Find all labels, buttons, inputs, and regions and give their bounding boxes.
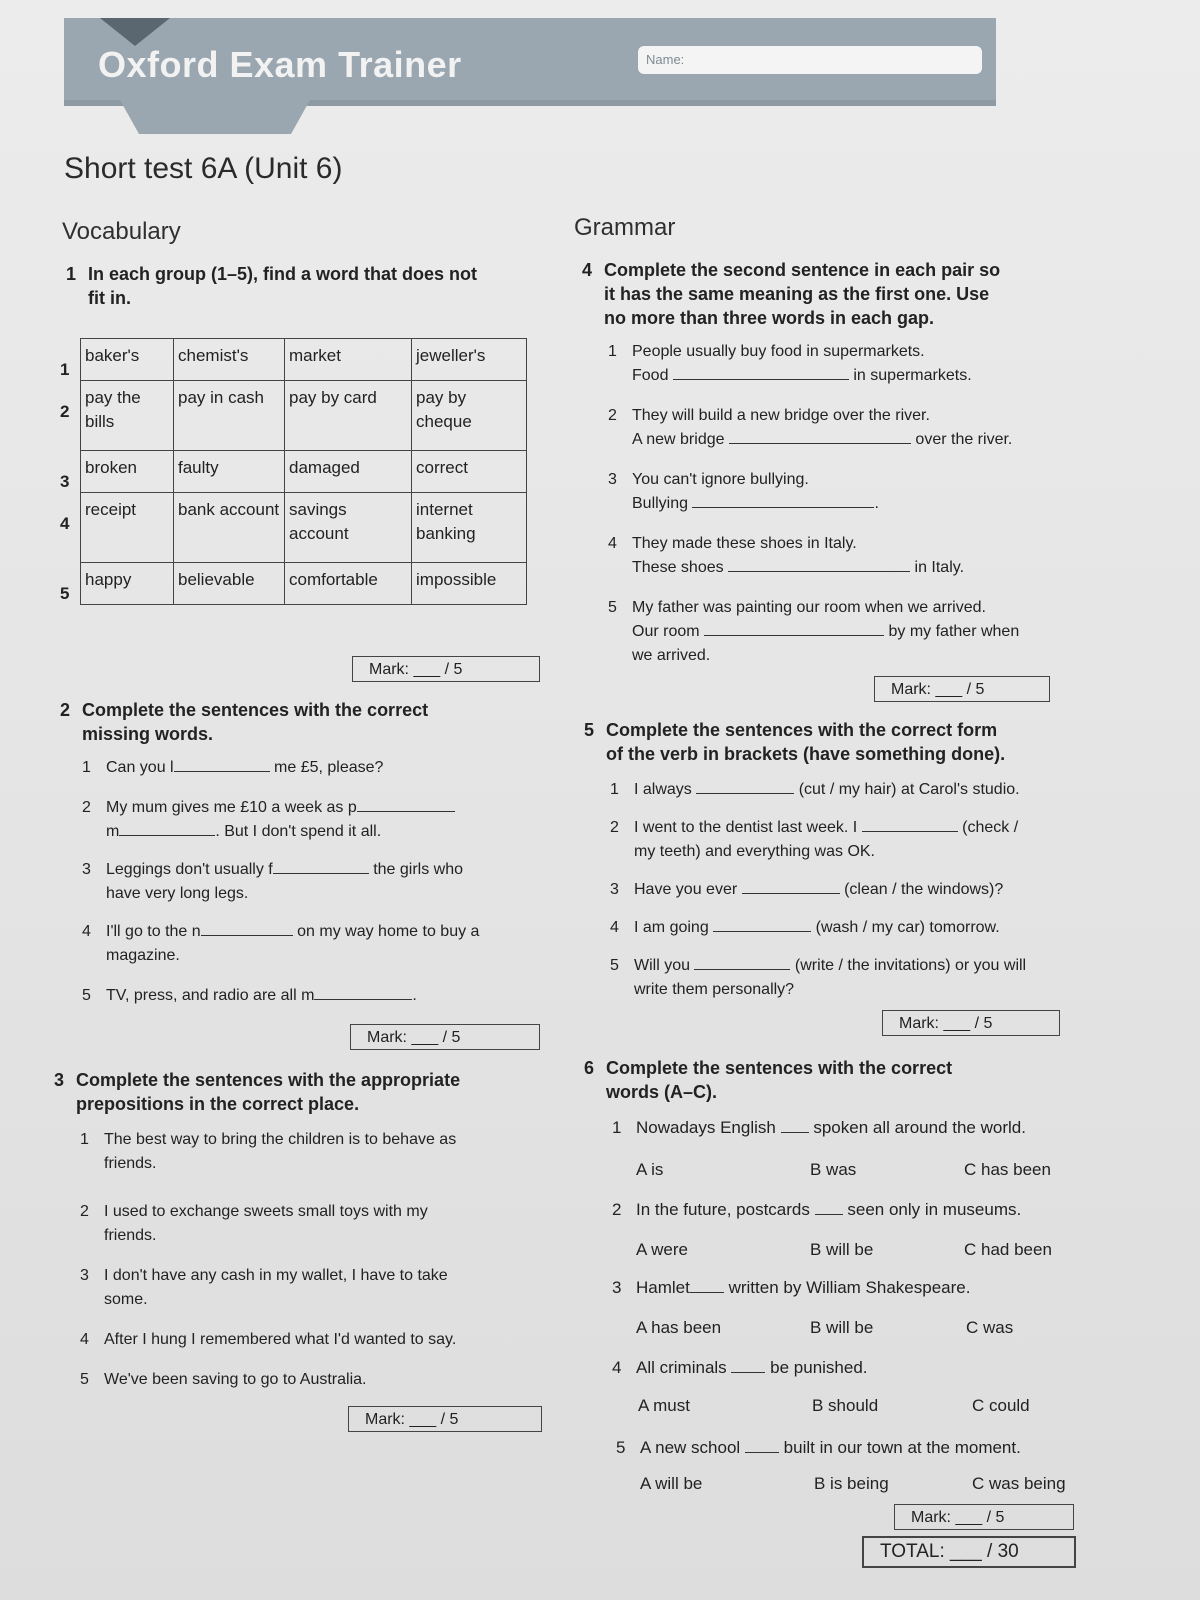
instruction-line: Complete the sentences with the correct bbox=[82, 700, 429, 720]
item-text: My mum gives me £10 a week as p bbox=[106, 799, 357, 816]
exercise-item bbox=[608, 596, 1112, 668]
item-text: on my way home to buy a bbox=[297, 923, 480, 940]
item-number: 2 bbox=[82, 799, 91, 816]
page-title: Short test 6A (Unit 6) bbox=[64, 152, 343, 185]
answer-gap[interactable] bbox=[713, 917, 811, 932]
exercise-item bbox=[608, 404, 1102, 452]
option-b[interactable]: B was bbox=[810, 1160, 857, 1179]
item-text: The best way to bring the children is to behave as bbox=[104, 1131, 457, 1148]
question-number: 4 bbox=[582, 260, 593, 280]
item-text: . bbox=[874, 495, 879, 512]
item-text: We've been saving to go to Australia. bbox=[104, 1371, 367, 1388]
header-title: Oxford Exam Trainer bbox=[98, 44, 462, 85]
item-text: in Italy. bbox=[914, 559, 965, 576]
item-text: by my father when bbox=[888, 623, 1020, 640]
answer-gap[interactable] bbox=[742, 879, 840, 894]
option-c[interactable]: C was bbox=[966, 1318, 1014, 1337]
instruction-line: it has the same meaning as the first one. Use bbox=[604, 284, 990, 304]
item-number: 5 bbox=[80, 1371, 89, 1388]
word-cell[interactable]: receipt bbox=[81, 493, 174, 563]
item-number: 2 bbox=[610, 819, 619, 836]
option-c[interactable]: C was being bbox=[972, 1474, 1066, 1493]
exercise-item bbox=[80, 1200, 564, 1248]
instruction-line: of the verb in brackets (have something done). bbox=[606, 744, 1006, 764]
option-b[interactable]: B will be bbox=[810, 1240, 874, 1259]
mark-box-q5: Mark: ___ / 5 bbox=[882, 1010, 1060, 1036]
exercise-item bbox=[608, 340, 1102, 388]
item-text: in supermarkets. bbox=[853, 367, 972, 384]
name-label: Name: bbox=[646, 52, 685, 67]
item-number: 1 bbox=[82, 759, 91, 776]
item-text: Have you ever bbox=[634, 881, 738, 898]
word-cell[interactable]: chemist's bbox=[174, 339, 285, 381]
exercise-item bbox=[80, 1128, 564, 1176]
question-3-instruction bbox=[54, 1068, 556, 1116]
item-number: 1 bbox=[612, 1118, 622, 1137]
item-text: People usually buy food in supermarkets. bbox=[632, 343, 925, 360]
item-text: . But I don't spend it all. bbox=[215, 823, 382, 840]
item-number: 5 bbox=[608, 599, 617, 616]
question-5-instruction bbox=[584, 718, 1106, 766]
item-text: I always bbox=[634, 781, 692, 798]
item-text: built in our town at the moment. bbox=[783, 1438, 1021, 1457]
mark-box-q4: Mark: ___ / 5 bbox=[874, 676, 1050, 702]
exercise-item bbox=[610, 778, 1104, 802]
mark-box-q6: Mark: ___ / 5 bbox=[894, 1504, 1074, 1530]
answer-gap[interactable] bbox=[694, 955, 790, 970]
group-number: 4 bbox=[60, 514, 70, 533]
word-cell[interactable]: pay the bills bbox=[81, 381, 174, 451]
answer-gap[interactable] bbox=[273, 859, 369, 874]
option-a[interactable]: A has been bbox=[636, 1318, 722, 1337]
exercise-item bbox=[610, 816, 1104, 864]
item-number: 1 bbox=[80, 1131, 89, 1148]
word-cell[interactable]: savings account bbox=[285, 493, 412, 563]
option-a[interactable]: A is bbox=[636, 1160, 664, 1179]
item-text: Hamlet bbox=[636, 1278, 690, 1297]
item-number: 3 bbox=[82, 861, 91, 878]
item-number: 5 bbox=[616, 1438, 626, 1457]
item-text: A new school bbox=[640, 1438, 741, 1457]
item-text: Food bbox=[632, 367, 669, 384]
exercise-item bbox=[616, 1436, 1110, 1460]
answer-gap[interactable] bbox=[728, 557, 910, 572]
instruction-line: words (A–C). bbox=[606, 1082, 718, 1102]
word-cell[interactable]: damaged bbox=[285, 451, 412, 493]
group-number: 1 bbox=[60, 360, 70, 379]
item-text: They will build a new bridge over the river. bbox=[632, 407, 930, 424]
question-6-instruction bbox=[584, 1056, 1106, 1104]
answer-gap[interactable] bbox=[781, 1118, 809, 1133]
item-text: Leggings don't usually f bbox=[106, 861, 273, 878]
item-text: These shoes bbox=[632, 559, 724, 576]
answer-gap[interactable] bbox=[696, 779, 794, 794]
word-cell[interactable]: bank account bbox=[174, 493, 285, 563]
question-4-instruction bbox=[582, 258, 1104, 330]
item-text: be punished. bbox=[770, 1358, 868, 1377]
option-a[interactable]: A were bbox=[636, 1240, 688, 1259]
word-cell[interactable]: broken bbox=[81, 451, 174, 493]
item-number: 3 bbox=[608, 471, 617, 488]
answer-gap[interactable] bbox=[357, 797, 455, 812]
item-text: I am going bbox=[634, 919, 709, 936]
exercise-item bbox=[82, 756, 384, 780]
question-1-instruction bbox=[66, 262, 548, 310]
exercise-item bbox=[80, 1264, 564, 1312]
answer-gap[interactable] bbox=[690, 1278, 724, 1293]
item-text: (wash / my car) tomorrow. bbox=[815, 919, 1000, 936]
name-field[interactable] bbox=[638, 46, 982, 74]
exercise-item bbox=[82, 984, 417, 1008]
exercise-item bbox=[608, 532, 1102, 580]
item-text: m bbox=[106, 823, 120, 840]
table-row bbox=[81, 563, 527, 605]
exercise-item bbox=[610, 878, 1104, 902]
item-text: over the river. bbox=[915, 431, 1013, 448]
instruction-line: missing words. bbox=[82, 724, 214, 744]
item-text: I'll go to the n bbox=[106, 923, 201, 940]
word-cell[interactable]: comfortable bbox=[285, 563, 412, 605]
exercise-item-continued: magazine. bbox=[106, 947, 180, 964]
instruction-line: In each group (1–5), find a word that does not bbox=[88, 264, 478, 284]
exercise-item bbox=[612, 1198, 1106, 1222]
option-a[interactable]: A will be bbox=[640, 1474, 703, 1493]
question-2-instruction bbox=[60, 698, 542, 746]
item-number: 4 bbox=[608, 535, 617, 552]
item-number: 1 bbox=[610, 781, 619, 798]
item-text: All criminals bbox=[636, 1358, 727, 1377]
exercise-item bbox=[612, 1356, 1106, 1380]
table-row bbox=[81, 339, 527, 381]
mark-box-q3: Mark: ___ / 5 bbox=[348, 1406, 542, 1432]
answer-gap[interactable] bbox=[314, 985, 412, 1000]
item-text: (check / bbox=[962, 819, 1019, 836]
exercise-item-continued bbox=[106, 820, 381, 844]
answer-gap[interactable] bbox=[815, 1200, 843, 1215]
answer-gap[interactable] bbox=[692, 493, 874, 508]
exercise-item bbox=[610, 916, 1104, 940]
item-text: seen only in museums. bbox=[847, 1200, 1022, 1219]
answer-gap[interactable] bbox=[201, 921, 293, 936]
option-b[interactable]: B will be bbox=[810, 1318, 874, 1337]
answer-gap[interactable] bbox=[862, 817, 958, 832]
option-b[interactable]: B should bbox=[812, 1396, 879, 1415]
item-text: Nowadays English bbox=[636, 1118, 776, 1137]
option-a[interactable]: A must bbox=[638, 1396, 690, 1415]
answer-gap[interactable] bbox=[745, 1438, 779, 1453]
group-number: 3 bbox=[60, 472, 70, 491]
answer-gap[interactable] bbox=[673, 365, 849, 380]
instruction-line: no more than three words in each gap. bbox=[604, 308, 935, 328]
item-text: After I hung I remembered what I'd wanted to say. bbox=[104, 1331, 457, 1348]
word-cell[interactable]: jeweller's bbox=[412, 339, 527, 381]
option-b[interactable]: B is being bbox=[814, 1474, 889, 1493]
item-number: 3 bbox=[80, 1267, 89, 1284]
item-text: we arrived. bbox=[632, 647, 711, 664]
question-number: 6 bbox=[584, 1058, 595, 1078]
item-number: 4 bbox=[80, 1331, 89, 1348]
banner-triangle-decoration bbox=[100, 18, 170, 46]
item-text: the girls who bbox=[373, 861, 464, 878]
exercise-item bbox=[612, 1116, 1106, 1140]
exercise-item bbox=[612, 1276, 1106, 1300]
item-text: some. bbox=[104, 1291, 148, 1308]
exercise-item-continued: have very long legs. bbox=[106, 885, 249, 902]
item-text: written by William Shakespeare. bbox=[728, 1278, 971, 1297]
word-cell[interactable]: baker's bbox=[81, 339, 174, 381]
question-number: 5 bbox=[584, 720, 595, 740]
answer-gap[interactable] bbox=[119, 821, 215, 836]
item-number: 3 bbox=[610, 881, 619, 898]
group-number: 2 bbox=[60, 402, 70, 421]
word-cell[interactable]: believable bbox=[174, 563, 285, 605]
item-text: TV, press, and radio are all m bbox=[106, 987, 315, 1004]
item-text: You can't ignore bullying. bbox=[632, 471, 809, 488]
item-number: 5 bbox=[82, 987, 91, 1004]
item-text: A new bridge bbox=[632, 431, 725, 448]
exercise-item bbox=[610, 954, 1114, 1002]
table-row bbox=[81, 451, 527, 493]
item-text: Bullying bbox=[632, 495, 689, 512]
answer-gap[interactable] bbox=[731, 1358, 765, 1373]
answer-gap[interactable] bbox=[704, 621, 884, 636]
option-c[interactable]: C has been bbox=[964, 1160, 1051, 1179]
total-score-box: TOTAL: ___ / 30 bbox=[862, 1536, 1076, 1568]
item-number: 2 bbox=[80, 1203, 89, 1220]
group-number: 5 bbox=[60, 584, 70, 603]
grammar-heading: Grammar bbox=[574, 214, 676, 241]
answer-gap[interactable] bbox=[729, 429, 911, 444]
item-text: Will you bbox=[634, 957, 691, 974]
item-number: 4 bbox=[610, 919, 619, 936]
table-row bbox=[81, 381, 527, 451]
exercise-item bbox=[80, 1328, 564, 1352]
exercise-item bbox=[608, 468, 1102, 516]
word-cell[interactable]: internet banking bbox=[412, 493, 527, 563]
exercise-item bbox=[82, 858, 464, 882]
item-number: 1 bbox=[608, 343, 617, 360]
item-text: I went to the dentist last week. I bbox=[634, 819, 858, 836]
item-number: 4 bbox=[612, 1358, 622, 1377]
item-text: Can you l bbox=[106, 759, 174, 776]
item-text: I don't have any cash in my wallet, I have to take bbox=[104, 1267, 448, 1284]
exercise-item bbox=[82, 920, 480, 944]
item-text: I used to exchange sweets small toys with my bbox=[104, 1203, 428, 1220]
word-cell[interactable]: pay in cash bbox=[174, 381, 285, 451]
vocabulary-heading: Vocabulary bbox=[62, 218, 181, 245]
word-cell[interactable]: faulty bbox=[174, 451, 285, 493]
exercise-item bbox=[80, 1368, 564, 1392]
word-cell[interactable]: market bbox=[285, 339, 412, 381]
item-text: write them personally? bbox=[634, 981, 795, 998]
table-row bbox=[81, 493, 527, 563]
word-cell[interactable]: happy bbox=[81, 563, 174, 605]
question-number: 3 bbox=[54, 1070, 65, 1090]
item-text: (write / the invitations) or you will bbox=[794, 957, 1027, 974]
item-number: 2 bbox=[608, 407, 617, 424]
instruction-line: Complete the second sentence in each pair so bbox=[604, 260, 1001, 280]
item-text: . bbox=[412, 987, 417, 1004]
option-c[interactable]: C could bbox=[972, 1396, 1030, 1415]
banner-tab bbox=[120, 100, 310, 134]
word-cell[interactable]: pay by cheque bbox=[412, 381, 527, 451]
item-text: my teeth) and everything was OK. bbox=[634, 843, 875, 860]
item-number: 2 bbox=[612, 1200, 622, 1219]
instruction-line: Complete the sentences with the correct bbox=[606, 1058, 953, 1078]
word-cell[interactable]: pay by card bbox=[285, 381, 412, 451]
vocabulary-groups-table bbox=[80, 338, 527, 605]
item-number: 3 bbox=[612, 1278, 622, 1297]
instruction-line: fit in. bbox=[88, 288, 131, 308]
item-number: 5 bbox=[610, 957, 619, 974]
item-text: friends. bbox=[104, 1227, 157, 1244]
instruction-line: Complete the sentences with the appropriate bbox=[76, 1070, 461, 1090]
exercise-item bbox=[82, 796, 455, 820]
word-cell[interactable]: impossible bbox=[412, 563, 527, 605]
mark-box-q2: Mark: ___ / 5 bbox=[350, 1024, 540, 1050]
question-number: 1 bbox=[66, 264, 77, 284]
question-number: 2 bbox=[60, 700, 71, 720]
item-text: spoken all around the world. bbox=[813, 1118, 1026, 1137]
item-text: friends. bbox=[104, 1155, 157, 1172]
option-c[interactable]: C had been bbox=[964, 1240, 1052, 1259]
item-text: me £5, please? bbox=[274, 759, 384, 776]
item-text: (clean / the windows)? bbox=[844, 881, 1004, 898]
instruction-line: prepositions in the correct place. bbox=[76, 1094, 360, 1114]
word-cell[interactable]: correct bbox=[412, 451, 527, 493]
item-text: Our room bbox=[632, 623, 700, 640]
item-text: My father was painting our room when we arrived. bbox=[632, 599, 986, 616]
mark-box-q1: Mark: ___ / 5 bbox=[352, 656, 540, 682]
answer-gap[interactable] bbox=[174, 757, 270, 772]
item-text: In the future, postcards bbox=[636, 1200, 810, 1219]
item-text: They made these shoes in Italy. bbox=[632, 535, 857, 552]
item-number: 4 bbox=[82, 923, 91, 940]
instruction-line: Complete the sentences with the correct form bbox=[606, 720, 998, 740]
item-text: (cut / my hair) at Carol's studio. bbox=[798, 781, 1020, 798]
